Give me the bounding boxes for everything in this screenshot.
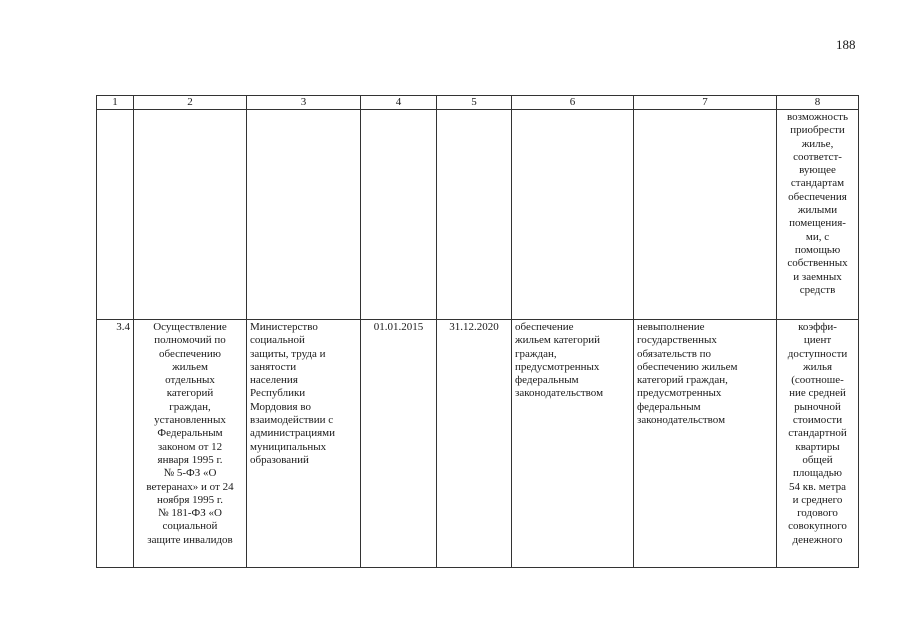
measure-line: № 181-ФЗ «О xyxy=(158,507,222,520)
measure-line: Осуществление xyxy=(153,321,227,333)
measure-line: ноября 1995 г. xyxy=(157,493,223,506)
measure-line: отдельных xyxy=(165,374,215,387)
header-cell-1: 1 xyxy=(97,96,134,110)
end-date-cell xyxy=(437,110,512,320)
consequences-cell: невыполнение государственных обязательств по обеспечению жильем категорий граждан, предусмотренных федеральным законодательством xyxy=(634,320,777,568)
program-table xyxy=(96,95,859,568)
row-number-cell: 3.4 xyxy=(97,320,134,568)
measure-line: категорий xyxy=(166,387,214,400)
executor-cell xyxy=(247,110,361,320)
header-cell-8: 8 xyxy=(777,96,859,110)
measure-line: законом от 12 xyxy=(157,440,223,453)
header-cell-2: 2 xyxy=(134,96,247,110)
measure-line: полномочий по xyxy=(154,334,226,347)
measure-name-cell xyxy=(134,320,247,568)
end-date-cell: 31.12.2020 xyxy=(437,320,512,568)
indicator-cell: возможность приобрести жилье, соответст- вующее стандартам обеспечения жилыми помещения- ми, с помощью собственных и заемных средств xyxy=(777,110,859,320)
measure-line: социальной xyxy=(162,520,218,533)
expected-result-cell: обеспечение жильем категорий граждан, предусмотренных федеральным законодательством xyxy=(512,320,634,568)
row-number-cell xyxy=(97,110,134,320)
measure-line: Федеральным xyxy=(157,427,223,440)
measure-line: января 1995 г. xyxy=(157,453,223,466)
table-row xyxy=(97,320,859,568)
measure-line: защите инвалидов xyxy=(147,533,233,546)
measure-line: обеспечению xyxy=(159,347,221,360)
measure-name-cell xyxy=(134,110,247,320)
executor-cell: Министерство социальной защиты, труда и занятости населения Республики Мордовия во взаимодействии с администрациями муниципальных образований xyxy=(247,320,361,568)
header-cell-4: 4 xyxy=(361,96,437,110)
measure-line: установленных xyxy=(154,414,226,427)
header-cell-5: 5 xyxy=(437,96,512,110)
start-date-cell: 01.01.2015 xyxy=(361,320,437,568)
consequences-cell xyxy=(634,110,777,320)
start-date-cell xyxy=(361,110,437,320)
table-row xyxy=(97,110,859,320)
measure-line: жильем xyxy=(172,360,208,373)
measure-line: граждан, xyxy=(169,400,211,413)
expected-result-cell xyxy=(512,110,634,320)
header-cell-3: 3 xyxy=(247,96,361,110)
page-number: 188 xyxy=(836,37,856,52)
measure-line: № 5-ФЗ «О xyxy=(163,467,217,480)
header-cell-7: 7 xyxy=(634,96,777,110)
header-cell-6: 6 xyxy=(512,96,634,110)
header-row xyxy=(97,96,859,110)
measure-line: ветеранах» и от 24 xyxy=(146,480,234,493)
indicator-cell: коэффи- циент доступности жилья (соотноше- ние средней рыночной стоимости стандартной квартиры общей площадью 54 кв. метра и среднего годового совокупного денежного xyxy=(777,320,859,568)
